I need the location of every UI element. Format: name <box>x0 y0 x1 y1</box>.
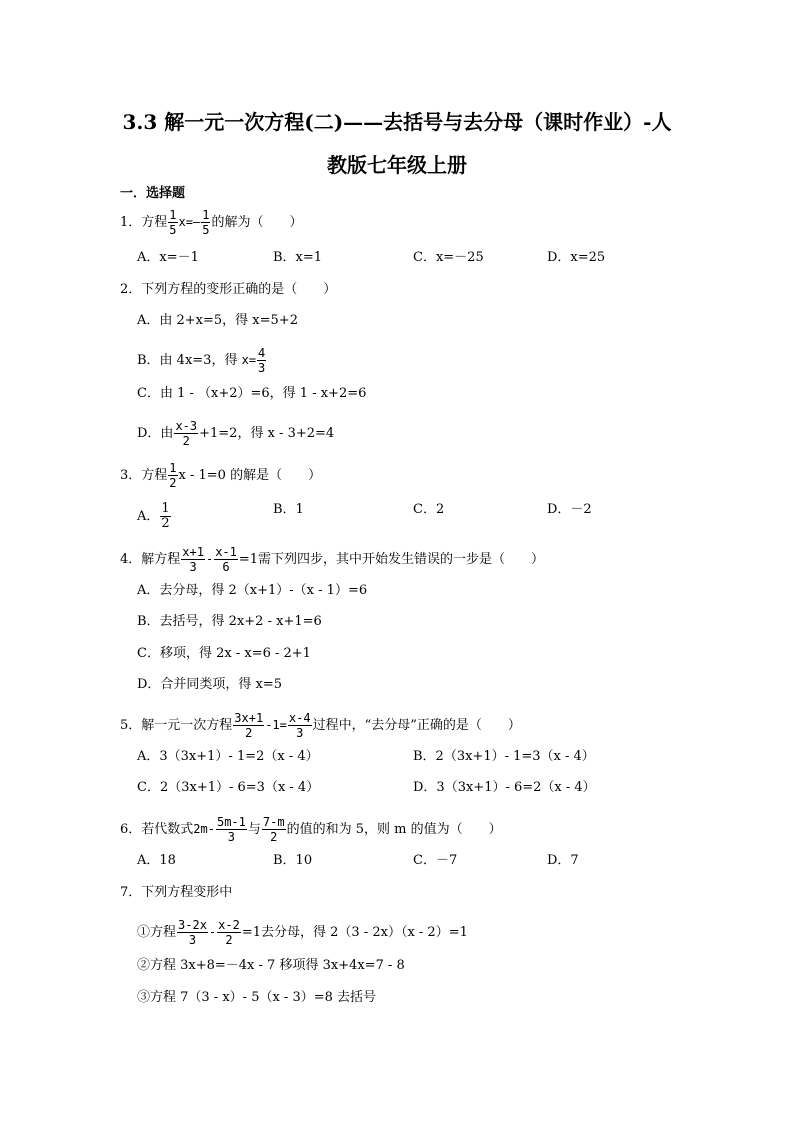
q5-prefix: 5．解一元一次方程 <box>120 718 233 733</box>
q6-fraction-1 <box>216 815 247 844</box>
section-heading: 一．选择题 <box>120 186 186 201</box>
q7-i-mid: - <box>208 925 217 939</box>
q7-item-3: ③方程 7（3 - x）- 5（x - 3）=8 去括号 <box>137 990 377 1005</box>
q6-option-d: D．7 <box>547 853 579 868</box>
q4-f1-den: 3 <box>189 560 197 574</box>
q5-option-b: B．2（3x+1）- 1=3（x - 4） <box>413 749 595 764</box>
q4-fraction-1 <box>181 545 205 574</box>
q5-fraction-2 <box>288 711 312 740</box>
q5-mid: -1= <box>265 718 287 732</box>
q1-option-b: B．x=1 <box>273 250 323 265</box>
q6-fraction-2 <box>262 815 286 844</box>
q2-d-fraction <box>174 419 198 448</box>
q7-i-f1-num: 3-2x <box>178 918 207 932</box>
q1-mid: x=– <box>178 215 201 229</box>
q5-option-a: A．3（3x+1）- 1=2（x - 4） <box>137 749 319 764</box>
q6-option-a: A．18 <box>137 853 176 868</box>
q5-option-c: C．2（3x+1）- 6=3（x - 4） <box>137 780 320 795</box>
q3-a-den: 2 <box>161 516 170 531</box>
question-1-stem <box>120 208 302 237</box>
q1-fraction-2 <box>201 208 210 237</box>
q1-suffix: 的解为（ ） <box>211 215 303 230</box>
q7-i-f2-num: x-2 <box>218 918 240 932</box>
q3-option-c: C．2 <box>413 502 445 517</box>
q6-mid: 与 <box>247 822 261 837</box>
q2-d-den: 2 <box>182 434 190 448</box>
q4-prefix: 4．解方程 <box>120 552 181 567</box>
question-5-stem <box>120 711 521 740</box>
question-7-stem: 7．下列方程变形中 <box>120 885 233 900</box>
q3-fraction <box>168 461 177 490</box>
q7-i-suffix: =1去分母，得 2（3 - 2x）（x - 2）=1 <box>241 925 468 940</box>
q3-option-d: D．－2 <box>547 502 592 517</box>
page-title-line-2: 教版七年级上册 <box>327 153 467 177</box>
q6-f1-den: 3 <box>227 830 236 844</box>
q6-suffix: 的值的和为 5，则 m 的值为（ ） <box>286 822 502 837</box>
q6-option-c: C．－7 <box>413 853 458 868</box>
q6-prefix: 6．若代数式 <box>120 822 194 837</box>
q3-suffix: x - 1=0 的解是（ ） <box>178 468 322 483</box>
q7-i-f2-den: 2 <box>225 933 233 947</box>
q1-prefix: 1．方程 <box>120 215 168 230</box>
q2-b-x: x= <box>241 353 257 367</box>
q4-mid: - <box>205 552 214 566</box>
q4-f2-num: x-1 <box>215 545 237 559</box>
q2-b-fraction <box>257 346 266 375</box>
question-4-stem <box>120 545 544 574</box>
q1-option-d: D．x=25 <box>547 250 606 265</box>
q1-option-a: A．x=－1 <box>137 250 199 265</box>
q6-pre2: 2m- <box>193 822 215 836</box>
q5-option-d: D．3（3x+1）- 6=2（x - 4） <box>413 780 596 795</box>
q4-option-d: D．合并同类项，得 x=5 <box>137 677 283 692</box>
q7-item-1 <box>137 918 468 947</box>
question-3-stem <box>120 461 321 490</box>
q3-f-den: 2 <box>169 476 177 490</box>
q2-d-num: x-3 <box>175 419 198 433</box>
q3-option-b: B．1 <box>273 502 304 517</box>
q3-a-label: A． <box>137 509 160 524</box>
question-2-stem: 2．下列方程的变形正确的是（ ） <box>120 282 337 297</box>
q2-option-b <box>137 346 267 375</box>
q5-f1-num: 3x+1 <box>234 711 264 725</box>
q6-f1-num: 5m-1 <box>216 815 246 829</box>
q4-suffix: =1需下列四步，其中开始发生错误的一步是（ ） <box>238 552 545 567</box>
q3-prefix: 3．方程 <box>120 468 168 483</box>
q4-fraction-2 <box>214 545 238 574</box>
q1-f1-num: 1 <box>169 208 177 222</box>
q6-option-b: B．10 <box>273 853 313 868</box>
q2-b-num: 4 <box>258 346 266 360</box>
q2-d-prefix: D．由 <box>137 426 174 441</box>
q7-i-fraction-2 <box>217 918 241 947</box>
q5-f1-den: 2 <box>245 726 253 740</box>
q7-i-f1-den: 3 <box>188 933 197 947</box>
q2-option-c: C．由 1 - （x+2）=6，得 1 - x+2=6 <box>137 386 367 401</box>
q7-item-2: ②方程 3x+8=－4x - 7 移项得 3x+4x=7 - 8 <box>137 958 405 973</box>
q7-i-prefix: ①方程 <box>137 925 177 940</box>
q6-f2-num: 7-m <box>262 815 285 829</box>
question-6-stem <box>120 815 502 844</box>
q5-f2-num: x-4 <box>288 711 311 725</box>
q2-option-a: A．由 2+x=5，得 x=5+2 <box>137 313 298 328</box>
q1-fraction-1 <box>168 208 177 237</box>
q4-option-c: C．移项，得 2x - x=6 - 2+1 <box>137 646 311 661</box>
q4-f1-num: x+1 <box>182 545 204 559</box>
q5-suffix: 过程中，“去分母”正确的是（ ） <box>312 718 521 733</box>
q4-option-b: B．去括号，得 2x+2 - x+1=6 <box>137 614 322 629</box>
q3-option-a <box>137 502 172 531</box>
q2-d-suffix: +1=2，得 x - 3+2=4 <box>199 426 335 441</box>
q3-f-num: 1 <box>169 461 177 475</box>
q5-f2-den: 3 <box>296 726 304 740</box>
q1-f2-num: 1 <box>202 208 210 222</box>
q6-f2-den: 2 <box>270 830 278 844</box>
q2-option-d <box>137 419 334 448</box>
q1-f1-den: 5 <box>169 223 177 237</box>
q4-option-a: A．去分母，得 2（x+1）-（x - 1）=6 <box>137 583 368 598</box>
q2-b-den: 3 <box>258 361 266 375</box>
q3-a-num: 1 <box>161 501 170 516</box>
q7-i-fraction-1 <box>177 918 208 947</box>
q2-b-prefix: B．由 4x=3，得 <box>137 353 242 368</box>
q4-f2-den: 6 <box>222 560 230 574</box>
q1-option-c: C．x=－25 <box>413 250 484 265</box>
q1-f2-den: 5 <box>202 223 210 237</box>
page-title-line-1: 3.3 解一元一次方程(二)——去括号与去分母（课时作业）-人 <box>122 110 672 134</box>
q3-a-fraction <box>160 502 170 531</box>
q5-fraction-1 <box>233 711 264 740</box>
